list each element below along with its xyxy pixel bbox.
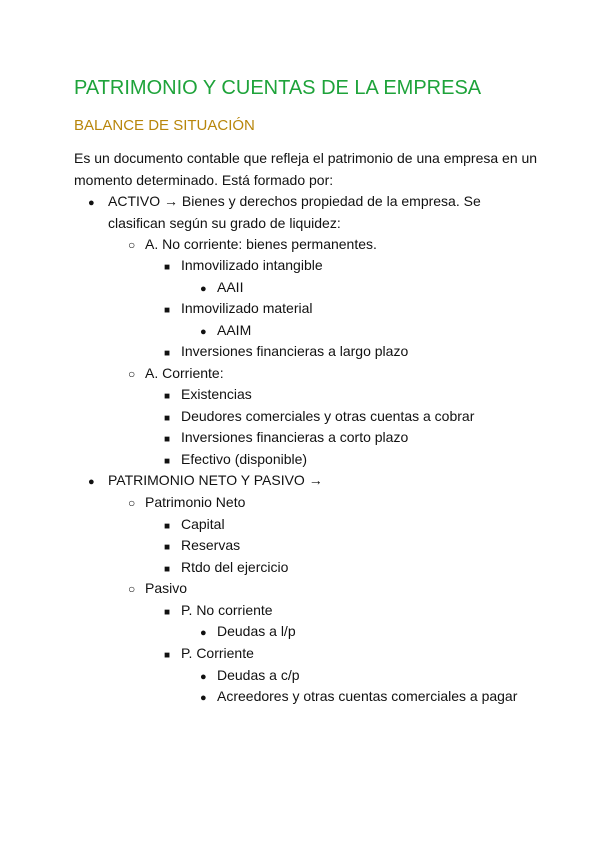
bullet-disc-icon: ● <box>200 692 207 704</box>
list-item-pasivo <box>128 578 187 601</box>
list-item-p-no-corriente <box>164 600 273 624</box>
list-item-text: PATRIMONIO NETO Y PASIVO → <box>108 472 323 488</box>
bullet-square-icon: ■ <box>164 434 171 445</box>
list-item-aaii <box>200 277 243 301</box>
list-item-text: Inversiones financieras a corto plazo <box>181 429 409 445</box>
list-item-text: Inversiones financieras a largo plazo <box>181 343 409 359</box>
list-item-rtdo <box>164 557 288 581</box>
bullet-square-icon: ■ <box>164 456 171 467</box>
bullet-disc-icon: ● <box>88 197 95 209</box>
list-item-text: Efectivo (disponible) <box>181 451 308 467</box>
bullet-disc-icon: ● <box>200 326 207 338</box>
list-item-text: Patrimonio Neto <box>145 494 246 510</box>
list-item-aaim <box>200 320 251 344</box>
list-item-text: Reservas <box>181 537 241 553</box>
list-item-text: P. No corriente <box>181 602 273 618</box>
bullet-square-icon: ■ <box>164 650 171 661</box>
list-item-deudas-lp <box>200 621 296 645</box>
bullet-square-icon: ■ <box>164 305 171 316</box>
bullet-square-icon: ■ <box>164 391 171 402</box>
list-item-acreedores <box>200 686 517 710</box>
activo-text-line1: ACTIVO → Bienes y derechos propiedad de la empresa. Se <box>108 193 481 209</box>
list-item-text: AAII <box>217 279 244 295</box>
list-item-text: P. Corriente <box>181 645 254 661</box>
list-item-inmovilizado-intangible <box>164 255 323 279</box>
bullet-disc-icon: ● <box>200 627 207 639</box>
list-item-deudas-cp <box>200 665 300 689</box>
list-item-text: Inmovilizado material <box>181 300 313 316</box>
list-item-inversiones-cp <box>164 427 408 451</box>
bullet-square-icon: ■ <box>164 521 171 532</box>
list-item-text: A. No corriente: bienes permanentes. <box>145 236 377 252</box>
list-item-activo-corriente <box>128 363 224 386</box>
list-item-text: Deudas a l/p <box>217 623 296 639</box>
list-item-existencias <box>164 384 252 408</box>
page-title: PATRIMONIO Y CUENTAS DE LA EMPRESA <box>74 77 482 99</box>
bullet-disc-icon: ● <box>200 671 207 683</box>
bullet-square-icon: ■ <box>164 542 171 553</box>
list-item-deudores <box>164 406 474 430</box>
list-item-inversiones-lp <box>164 341 408 365</box>
list-item-capital <box>164 514 225 538</box>
intro-paragraph: Es un documento contable que refleja el patrimonio de una empresa en un momento determinado. Está formado por: <box>74 150 538 188</box>
list-item-text: Capital <box>181 516 225 532</box>
bullet-square-icon: ■ <box>164 607 171 618</box>
list-item-text: Deudas a c/p <box>217 667 300 683</box>
list-item-activo <box>88 191 481 234</box>
bullet-disc-icon: ● <box>200 283 207 295</box>
bullet-circle-icon: ○ <box>128 496 136 510</box>
bullet-square-icon: ■ <box>164 413 171 424</box>
list-item-text: Inmovilizado intangible <box>181 257 323 273</box>
bullet-circle-icon: ○ <box>128 582 136 596</box>
bullet-circle-icon: ○ <box>128 367 136 381</box>
list-item-p-corriente <box>164 643 254 667</box>
list-item-text: Rtdo del ejercicio <box>181 559 289 575</box>
list-item-text: Existencias <box>181 386 252 402</box>
bullet-square-icon: ■ <box>164 262 171 273</box>
list-item-text: AAIM <box>217 322 252 338</box>
list-item-text: Deudores comerciales y otras cuentas a cobrar <box>181 408 475 424</box>
list-item-activo-no-corriente <box>128 234 377 257</box>
section-heading: BALANCE DE SITUACIÓN <box>74 117 255 134</box>
activo-text-line2: clasifican según su grado de liquidez: <box>108 214 341 231</box>
list-item-text: Pasivo <box>145 580 188 596</box>
list-item-patrimonio-neto <box>128 492 245 515</box>
bullet-disc-icon: ● <box>88 476 95 488</box>
list-item-text: A. Corriente: <box>145 365 224 381</box>
bullet-circle-icon: ○ <box>128 238 136 252</box>
list-item-efectivo <box>164 449 307 473</box>
list-item-patrimonio-pasivo <box>88 470 323 494</box>
list-item-inmovilizado-material <box>164 298 313 322</box>
list-item-reservas <box>164 535 240 559</box>
bullet-square-icon: ■ <box>164 564 171 575</box>
list-item-text: Acreedores y otras cuentas comerciales a pagar <box>217 688 518 704</box>
bullet-square-icon: ■ <box>164 348 171 359</box>
